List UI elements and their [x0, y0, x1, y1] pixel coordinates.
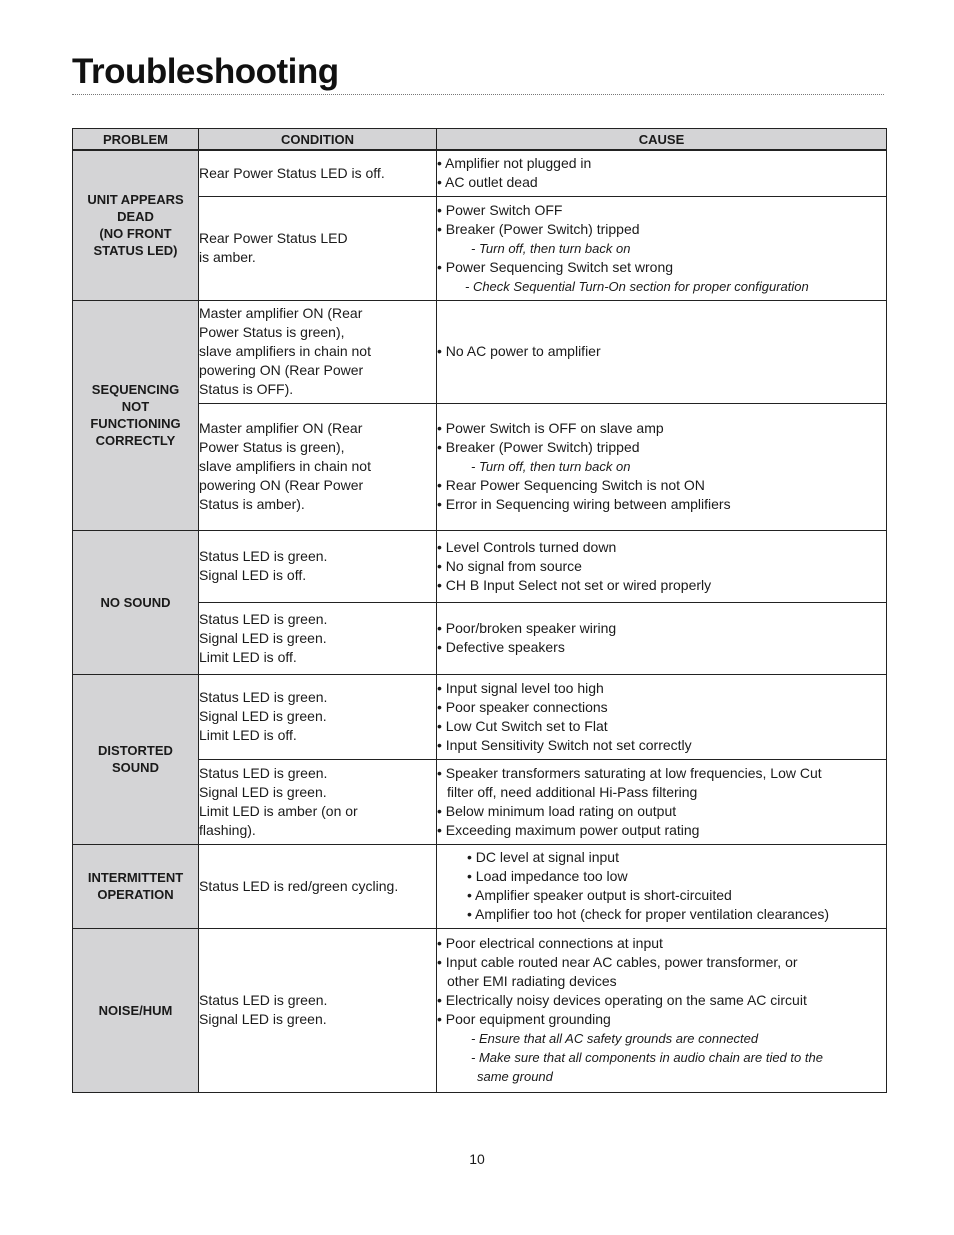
- table-row: [73, 928, 887, 1092]
- cause-note: - Make sure that all components in audio chain are tied to the: [471, 1050, 823, 1065]
- cause-note: - Turn off, then turn back on: [471, 240, 631, 256]
- condition-cell: Status LED is green. Signal LED is green.: [199, 928, 437, 1092]
- problem-noise-hum: NOISE/HUM: [73, 928, 199, 1092]
- header-condition: CONDITION: [199, 129, 437, 151]
- problem-no-sound: NO SOUND: [73, 530, 199, 674]
- header-problem: PROBLEM: [73, 129, 199, 151]
- condition-cell: Status LED is green. Signal LED is off.: [199, 530, 437, 602]
- table-row: [73, 674, 887, 759]
- cause-cell: • Speaker transformers saturating at low frequencies, Low Cut filter off, need additional Hi-Pass filtering • Below minimum load rating on output • Exceeding maximum power output rating: [437, 759, 887, 844]
- condition-cell: Master amplifier ON (Rear Power Status is green), slave amplifiers in chain not powering ON (Rear Power Status is amber).: [199, 403, 437, 530]
- table-row: [73, 150, 887, 196]
- page-title: Troubleshooting: [72, 52, 339, 91]
- table-row: [73, 300, 887, 403]
- problem-intermittent-operation: INTERMITTENT OPERATION: [73, 844, 199, 928]
- cause-cell: • Power Switch is OFF on slave amp • Breaker (Power Switch) tripped - Turn off, then turn back on • Rear Power Sequencing Switch is not ON • Error in Sequencing wiring between amplifiers: [437, 403, 887, 530]
- condition-cell: Status LED is green. Signal LED is green. Limit LED is amber (on or flashing).: [199, 759, 437, 844]
- title-divider: [72, 94, 884, 95]
- table-header-row: [73, 129, 887, 151]
- cause-note: same ground: [477, 1069, 553, 1084]
- cause-cell: • DC level at signal input • Load impedance too low • Amplifier speaker output is short-circuited • Amplifier too hot (check for proper ventilation clearances): [437, 844, 887, 928]
- condition-cell: Rear Power Status LED is off.: [199, 150, 437, 196]
- problem-unit-appears-dead: UNIT APPEARS DEAD (NO FRONT STATUS LED): [73, 150, 199, 300]
- problem-sequencing: SEQUENCING NOT FUNCTIONING CORRECTLY: [73, 300, 199, 530]
- cause-note: - Check Sequential Turn-On section for proper configuration: [465, 278, 809, 294]
- cause-cell: • No AC power to amplifier: [437, 300, 887, 403]
- troubleshooting-table: [72, 128, 887, 1093]
- cause-cell: • Power Switch OFF • Breaker (Power Switch) tripped - Turn off, then turn back on • Power Sequencing Switch set wrong - Check Sequential Turn-On section for proper configuration: [437, 196, 887, 300]
- cause-cell: • Input signal level too high • Poor speaker connections • Low Cut Switch set to Flat • Input Sensitivity Switch not set correctly: [437, 674, 887, 759]
- condition-cell: Status LED is green. Signal LED is green. Limit LED is off.: [199, 674, 437, 759]
- table-row: [73, 844, 887, 928]
- cause-cell: • Poor electrical connections at input • Input cable routed near AC cables, power transformer, or other EMI radiating devices • Electrically noisy devices operating on the same AC circuit • Poor equipment grounding - Ensure that all AC safety grounds are connected - Make sure that all components in audio chain are tied to the same ground: [437, 928, 887, 1092]
- cause-note: - Turn off, then turn back on: [471, 459, 631, 474]
- condition-cell: Status LED is green. Signal LED is green. Limit LED is off.: [199, 602, 437, 674]
- cause-cell: • Poor/broken speaker wiring • Defective speakers: [437, 602, 887, 674]
- condition-cell: Master amplifier ON (Rear Power Status is green), slave amplifiers in chain not powering ON (Rear Power Status is OFF).: [199, 300, 437, 403]
- cause-cell: • Level Controls turned down • No signal from source • CH B Input Select not set or wired properly: [437, 530, 887, 602]
- page-number: 10: [469, 1151, 485, 1167]
- condition-cell: Rear Power Status LED is amber.: [199, 196, 437, 300]
- cause-note: - Ensure that all AC safety grounds are connected: [471, 1031, 759, 1046]
- condition-cell: Status LED is red/green cycling.: [199, 844, 437, 928]
- problem-distorted-sound: DISTORTED SOUND: [73, 674, 199, 844]
- table-row: [73, 530, 887, 602]
- cause-cell: • Amplifier not plugged in • AC outlet dead: [437, 150, 887, 196]
- header-cause: CAUSE: [437, 129, 887, 151]
